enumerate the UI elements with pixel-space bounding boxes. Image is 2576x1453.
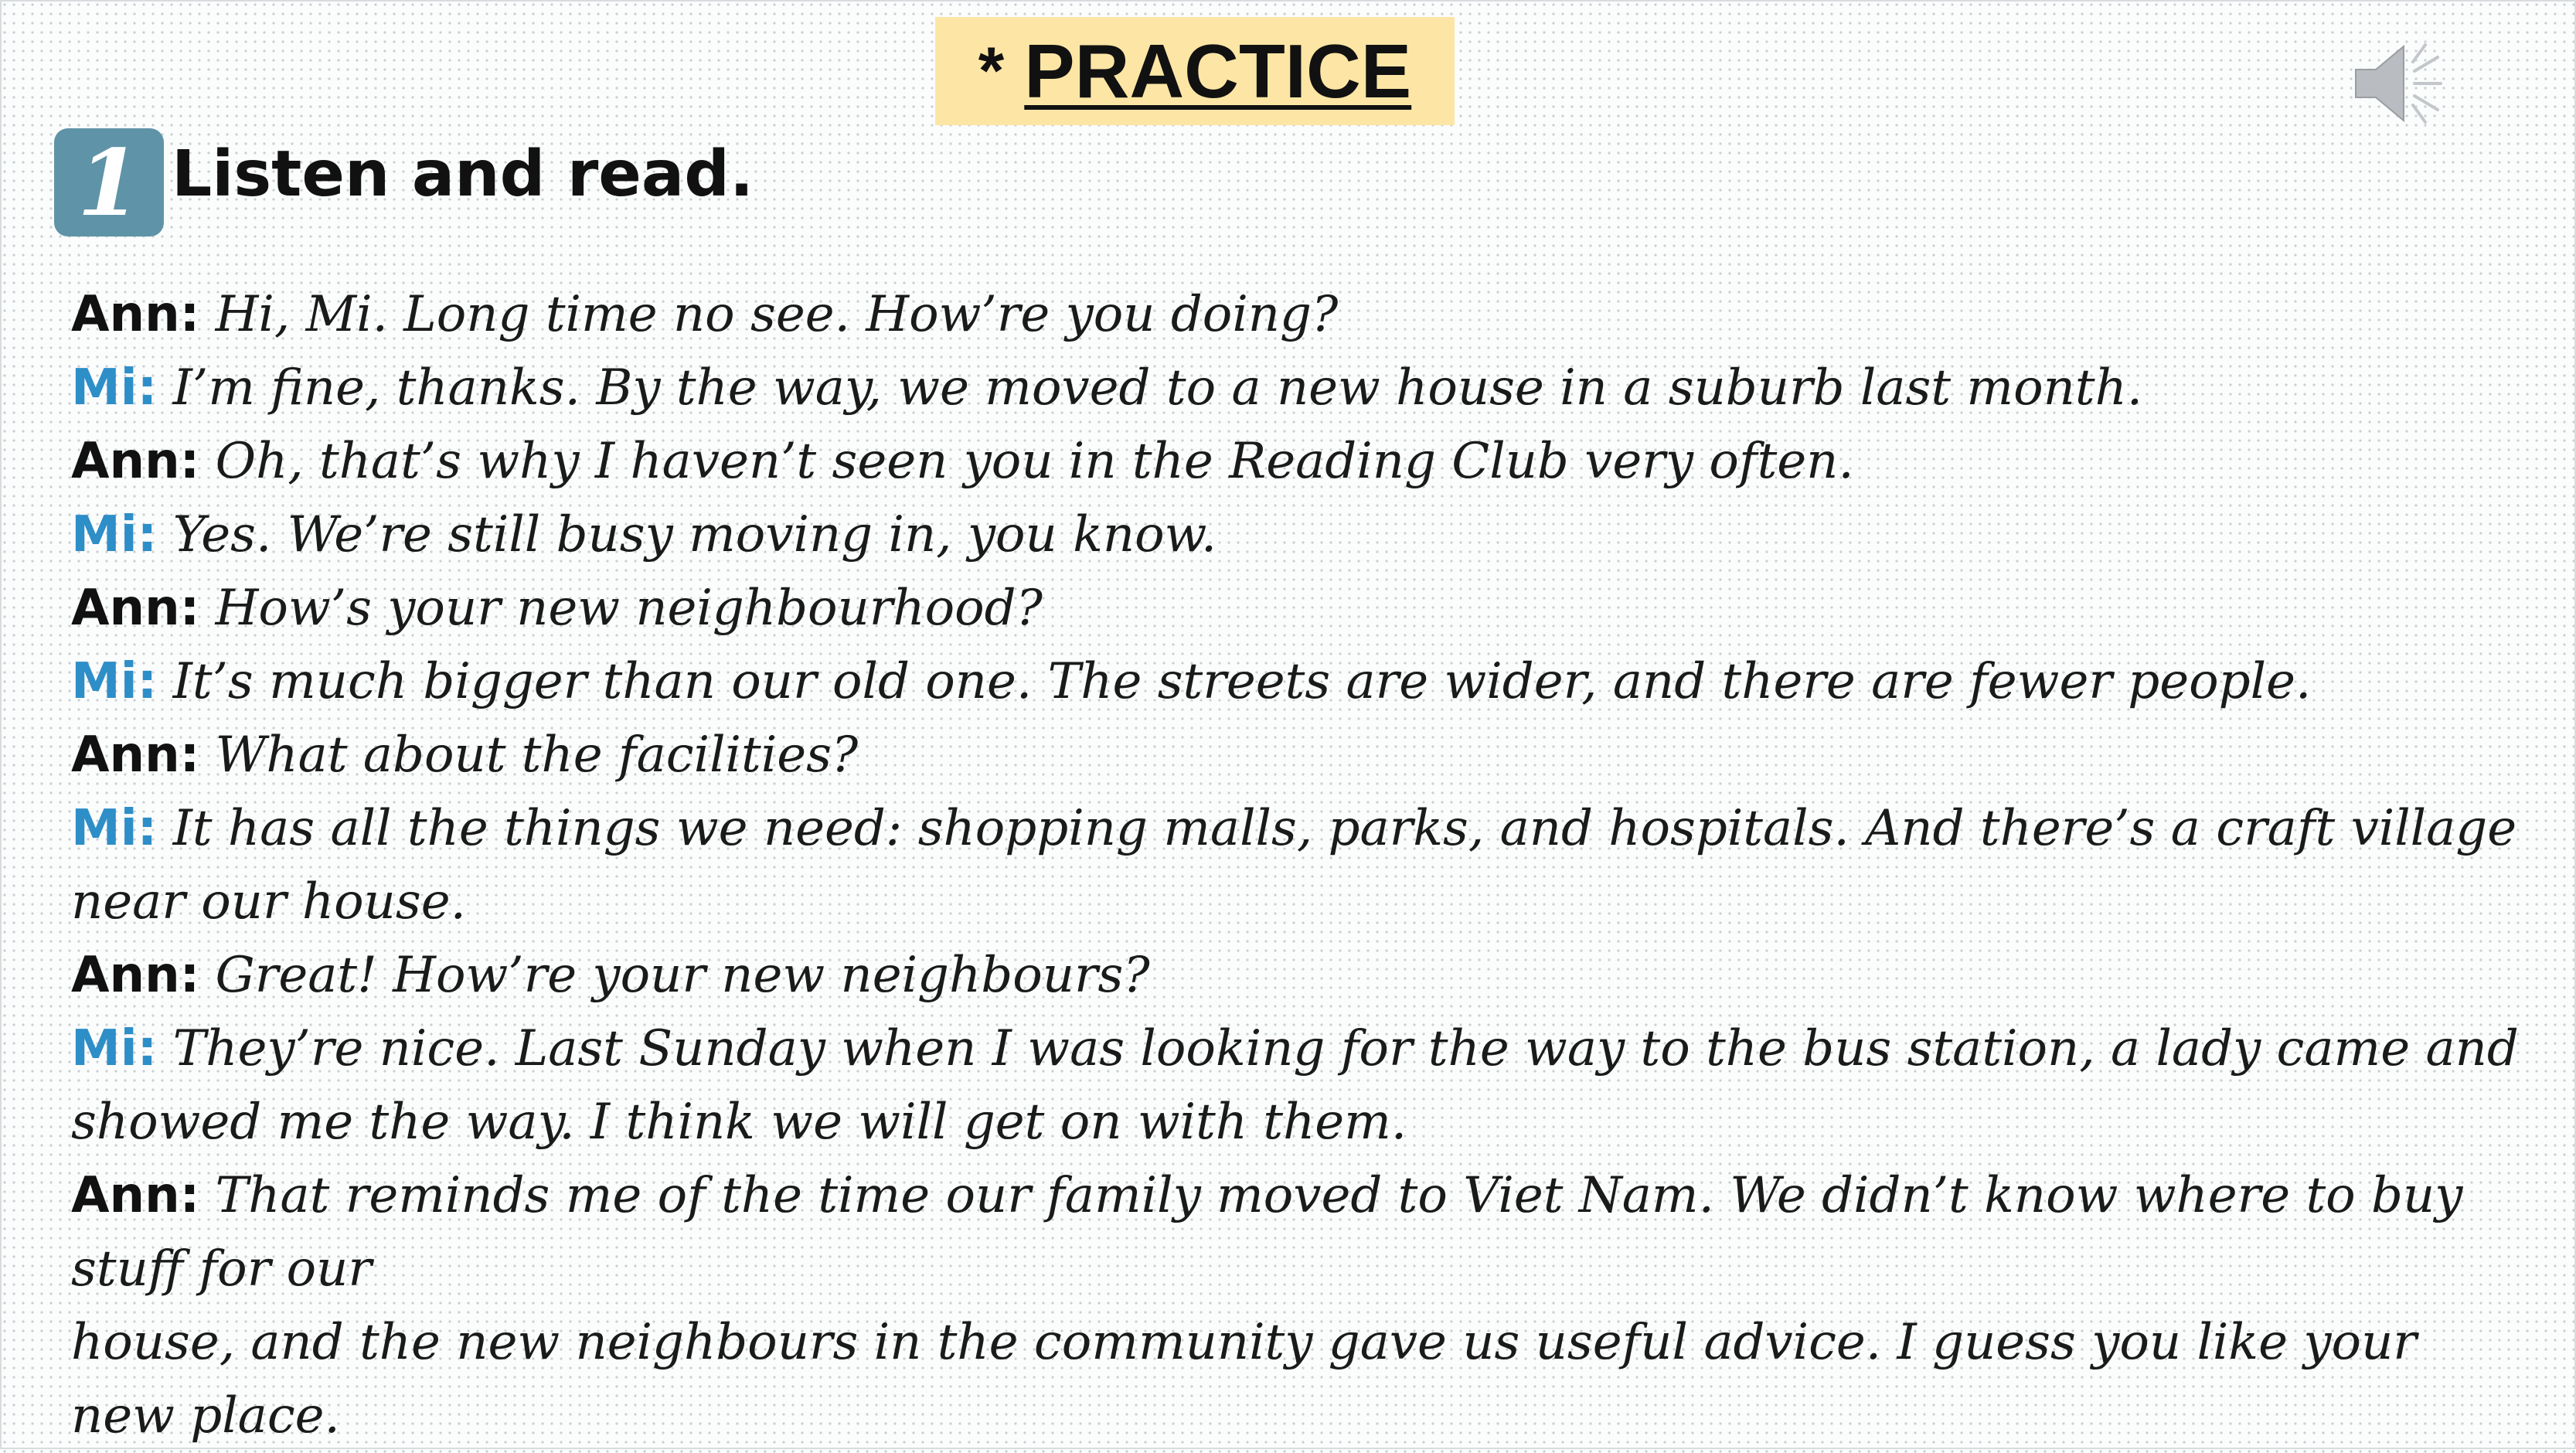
banner-star: *	[978, 33, 1005, 108]
dialogue-line	[71, 1159, 2521, 1306]
speaker-name: Ann:	[71, 433, 200, 490]
speaker-icon[interactable]	[2350, 40, 2450, 127]
line-text: It’s much bigger than our old one. The streets are wider, and there are fewer people.	[157, 653, 2312, 710]
task-title: Listen and read.	[172, 138, 754, 211]
line-text: They’re nice. Last Sunday when I was looking for the way to the bus station, a lady came and showed me the way. I think we will get on with them.	[71, 1020, 2519, 1151]
line-text: It has all the things we need: shopping malls, parks, and hospitals. And there’s a craft village near our house.	[71, 800, 2517, 931]
banner-title: PRACTICE	[1024, 28, 1412, 114]
line-text: Hi, Mi. Long time no see. How’re you doing?	[199, 286, 1339, 343]
line-text: Great! How’re your new neighbours?	[199, 947, 1150, 1004]
line-text: How’s your new neighbourhood?	[199, 580, 1043, 637]
speaker-name: Ann:	[71, 1167, 200, 1224]
dialogue-line	[71, 572, 2521, 645]
dialogue-line	[71, 1306, 2521, 1453]
dialogue-line	[71, 352, 2521, 425]
dialogue-line	[71, 792, 2521, 939]
dialogue-line	[71, 278, 2521, 352]
speaker-name: Ann:	[71, 947, 200, 1004]
dialogue-line	[71, 1012, 2521, 1159]
speaker-name: Mi:	[71, 359, 158, 417]
practice-banner	[935, 17, 1455, 125]
speaker-name: Mi:	[71, 1020, 158, 1077]
line-text: I’m fine, thanks. By the way, we moved to a new house in a suburb last month.	[157, 359, 2143, 417]
dialogue-line	[71, 719, 2521, 792]
line-text: Oh, that’s why I haven’t seen you in the Reading Club very often.	[199, 433, 1854, 490]
speaker-name: Ann:	[71, 286, 200, 343]
line-text: That reminds me of the time our family moved to Viet Nam. We didn’t know where to buy stuff for our	[71, 1167, 2463, 1298]
task-number-badge: 1	[54, 128, 164, 236]
dialogue-line	[71, 939, 2521, 1012]
speaker-name: Ann:	[71, 580, 200, 637]
line-text: What about the facilities?	[199, 726, 859, 784]
dialogue-line	[71, 425, 2521, 499]
line-text: house, and the new neighbours in the community gave us useful advice. I guess you like your new place.	[71, 1314, 2417, 1444]
speaker-name: Ann:	[71, 726, 200, 784]
speaker-name: Mi:	[71, 506, 158, 563]
dialogue-line	[71, 499, 2521, 572]
line-text: Yes. We’re still busy moving in, you know.	[157, 506, 1217, 563]
speaker-name: Mi:	[71, 653, 158, 710]
speaker-name: Mi:	[71, 800, 158, 857]
dialogue	[71, 278, 2521, 1453]
dialogue-line	[71, 645, 2521, 719]
